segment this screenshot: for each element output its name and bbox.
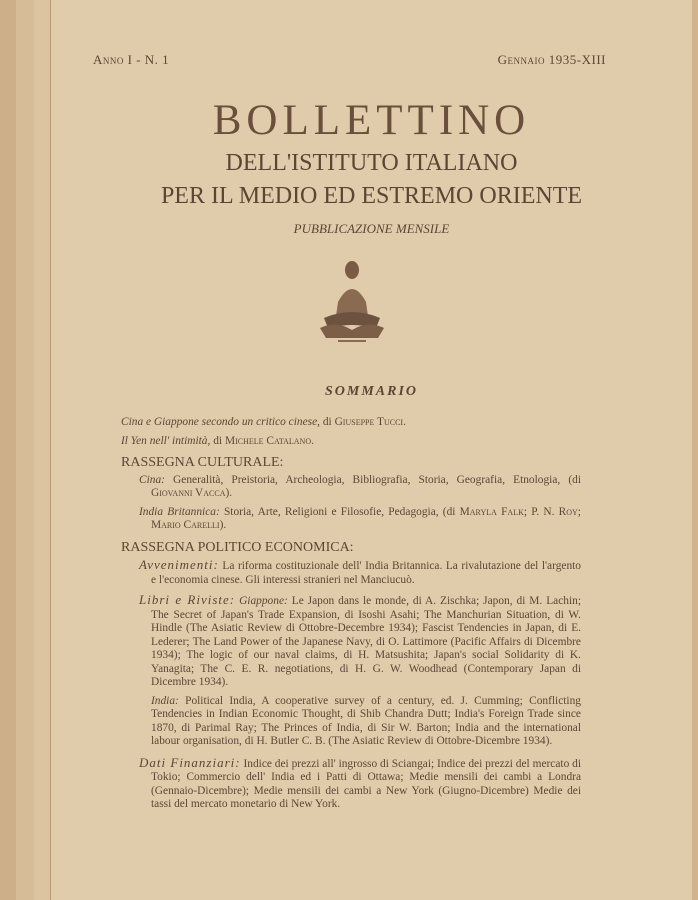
title-line-2: DELL'ISTITUTO ITALIANO <box>225 150 518 176</box>
buddha-emblem-icon <box>316 258 388 344</box>
section-entry: India: Political India, A cooperative survey of a century, ed. J. Cumming; Conflicting Tendencies in Indian Economic Thought, di Shib Chandra Dutt; India's Foreign Trade since 1870, di Parimal Ray; The Princes of India, di Sir W. Barton; India and the international labour organisation, di H. Butler C. B. (The Asiatic Review di Ottobre-Dicembre 1934). <box>151 694 581 747</box>
subtitle: PUBBLICAZIONE MENSILE <box>293 221 450 236</box>
section-heading: RASSEGNA POLITICO ECONOMICA: <box>121 539 354 555</box>
table-of-contents <box>121 416 581 812</box>
issue-number: Anno I - N. 1 <box>93 52 170 67</box>
article-entry: Il Yen nell' intimità, di Michele Catalano. <box>121 434 314 447</box>
section-entry: Dati Finanziari: Indice dei prezzi all' ingrosso di Sciangai; Indice dei prezzi del mercato di Tokio; Commercio dell' India ed i Patti di Ottawa; Medie mensili dei cambi a Londra (Gennaio-Dicembre); Medie mensili dei cambi a New York (Giugno-Dicembre) Medie dei tassi del mercato monetario di New York. <box>139 754 581 810</box>
section-entry: India Britannica: Storia, Arte, Religioni e Filosofie, Pedagogia, (di Maryla Falk; P. N. Roy; Mario Carelli). <box>139 505 581 531</box>
page-title: BOLLETTINO <box>212 97 531 144</box>
article-entry: Cina e Giappone secondo un critico cinese, di Giuseppe Tucci. <box>121 416 406 428</box>
cover-page <box>50 0 692 900</box>
title-line-3: PER IL MEDIO ED ESTREMO ORIENTE <box>160 183 583 209</box>
sommario-heading: SOMMARIO <box>324 384 419 399</box>
section-entry: Avvenimenti: La riforma costituzionale dell' India Britannica. La rivalutazione del l'argento e l'economia cinese. Gli interessi stranieri nel Manciucuò. <box>139 557 582 586</box>
section-heading: RASSEGNA CULTURALE: <box>121 455 284 470</box>
issue-date: Gennaio 1935-XIII <box>497 52 606 67</box>
section-entry: Libri e Riviste: Giappone: Le Japon dans le monde, di A. Zischka; Japon, di M. Lachin; The Secret of Japan's Trade Expansion, di Isoshi Asahi; The Manchurian Situation, di W. Hindle (The Asiatic Review di Ottobre-Decembre 1934); Fascist Tendencies in Japan, di E. Lederer; The Land Power of the Japanese Navy, di O. Lattimore (Pacific Affairs di Dicembre 1934); The logic of our naval claims, di H. Matsushita; Japan's social Solidarity di K. Yanagita; The C. E. R. negotiations, di H. G. W. Woodhead (Contemporary Japan di Dicembre 1934). <box>139 592 581 688</box>
section-entry: Cina: Generalità, Preistoria, Archeologia, Bibliografia, Storia, Geografia, Etnologia, (di Giovanni Vacca). <box>139 473 581 499</box>
